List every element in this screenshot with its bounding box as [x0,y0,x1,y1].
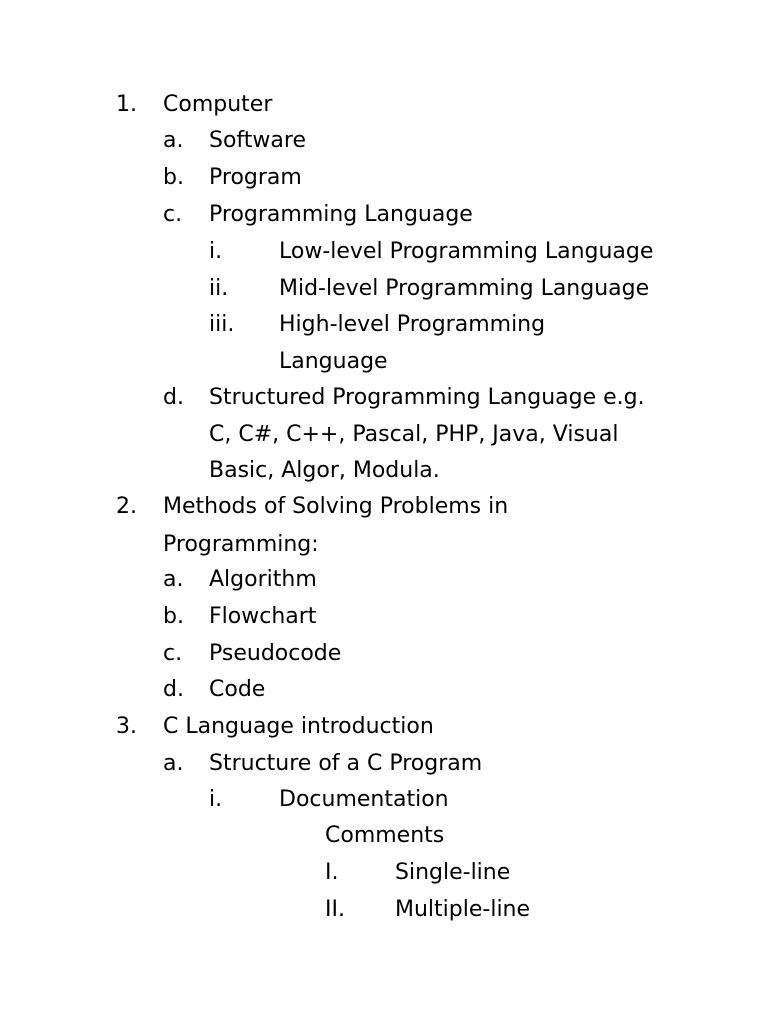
list-marker: 3. [116,714,137,739]
list-item-text: C Language introduction [163,714,434,739]
list-marker: 2. [116,494,137,519]
list-marker: a. [163,128,184,153]
list-item-text: High-level Programming [279,312,546,337]
list-marker: d. [163,385,184,410]
list-item-text: Programming Language [209,202,473,227]
list-item-text: Flowchart [209,604,317,629]
list-item-text: Pseudocode [209,641,342,666]
list-item-text: Language [279,349,388,374]
list-marker: I. [325,860,339,885]
list-marker: a. [163,567,184,592]
list-marker: 1. [116,92,137,117]
list-marker: b. [163,165,184,190]
list-item-text: C, C#, C++, Pascal, PHP, Java, Visual [209,422,619,447]
list-marker: c. [163,202,183,227]
list-item-text: Single-line [395,860,511,885]
list-item-text: Computer [163,92,273,117]
list-item-text: Programming: [163,532,319,557]
list-marker: i. [209,239,223,264]
list-item-text: Low-level Programming Language [279,239,654,264]
list-marker: d. [163,677,184,702]
list-marker: c. [163,641,183,666]
list-item-text: Structured Programming Language e.g. [209,385,645,410]
list-item-text: Mid-level Programming Language [279,276,650,301]
list-marker: i. [209,787,223,812]
list-item-text: Code [209,677,266,702]
list-item-text: Algorithm [209,567,317,592]
list-item-text: Software [209,128,306,153]
list-item-text: Methods of Solving Problems in [163,494,509,519]
list-marker: b. [163,604,184,629]
list-item-text: Structure of a C Program [209,751,483,776]
list-marker: ii. [209,276,229,301]
list-item-text: Comments [325,823,445,848]
list-marker: a. [163,751,184,776]
list-marker: iii. [209,312,235,337]
list-item-text: Program [209,165,302,190]
list-marker: II. [325,897,345,922]
list-item-text: Documentation [279,787,449,812]
list-item-text: Basic, Algor, Modula. [209,458,440,483]
list-item-text: Multiple-line [395,897,531,922]
